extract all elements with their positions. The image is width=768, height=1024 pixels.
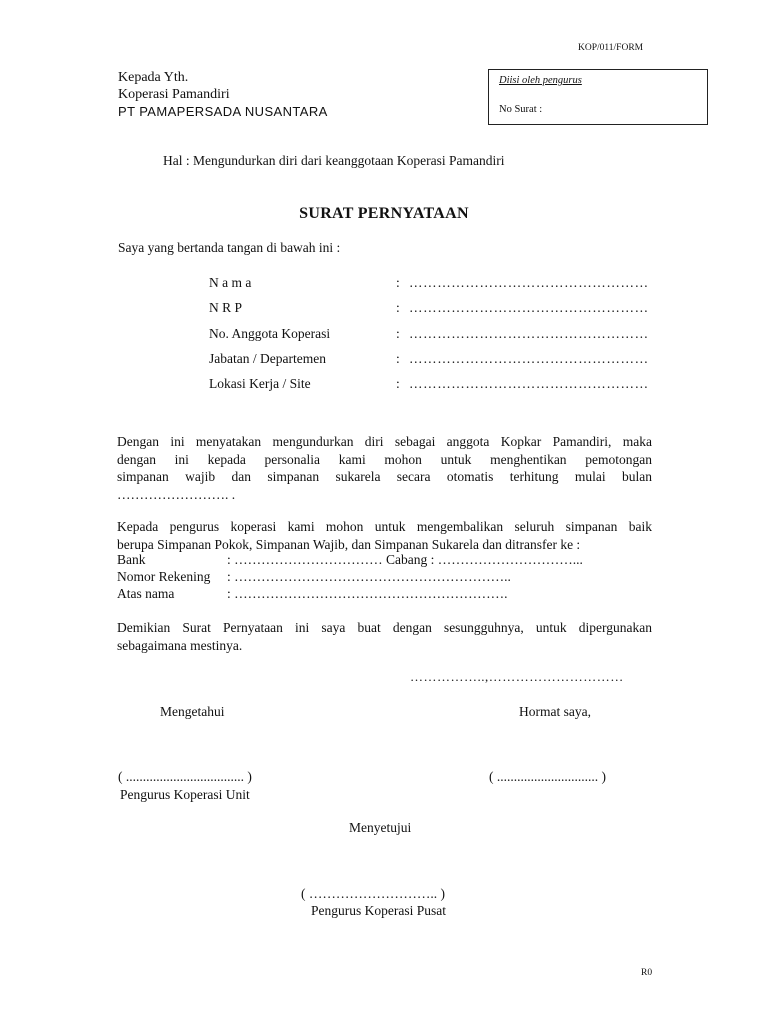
account-name-label: Atas nama — [117, 586, 175, 601]
account-number-label: Nomor Rekening — [117, 569, 211, 584]
field-blank[interactable]: …………………………………………… — [409, 275, 649, 290]
form-code: KOP/011/FORM — [578, 43, 644, 53]
subject-line: Hal : Mengundurkan diri dari keanggotaan Koperasi Pamandiri — [163, 153, 505, 168]
field-blank[interactable]: …………………………………………… — [409, 351, 649, 366]
field-label: N R P — [209, 300, 243, 315]
paragraph-line: Dengan ini menyatakan mengundurkan diri sebagai anggota Kopkar Pamandiri, maka — [117, 434, 652, 449]
central-signature-blank[interactable]: ( ……………………….. ) — [301, 886, 445, 901]
refund-paragraph — [117, 518, 652, 553]
member-signature-blank[interactable]: ( .............................. ) — [489, 769, 606, 784]
field-colon: : — [396, 376, 400, 391]
unit-admin-label: Pengurus Koperasi Unit — [120, 787, 250, 802]
document-title: SURAT PERNYATAAN — [299, 205, 469, 222]
field-blank[interactable]: …………………………………………… — [409, 300, 649, 315]
addressee-line-3: PT PAMAPERSADA NUSANTARA — [118, 104, 328, 119]
account-number-blank[interactable]: : …………………………………………………….. — [227, 569, 511, 584]
letter-number-label: No Surat : — [499, 104, 543, 115]
acknowledged-label: Mengetahui — [160, 704, 225, 719]
paragraph-line: sebagaimana mestinya. — [117, 637, 243, 653]
addressee-line-1: Kepada Yth. — [118, 70, 189, 85]
field-colon: : — [396, 300, 400, 315]
field-label: No. Anggota Koperasi — [209, 326, 331, 341]
intro-text: Saya yang bertanda tangan di bawah ini : — [118, 240, 341, 255]
bank-blank[interactable]: : …………………………… Cabang : …………………………... — [227, 552, 583, 567]
approved-label: Menyetujui — [349, 820, 412, 835]
closing-paragraph — [117, 619, 652, 654]
account-name-blank[interactable]: : ……………………………………………………. — [227, 586, 508, 601]
admin-use-box — [488, 69, 708, 125]
unit-signature-blank[interactable]: ( ................................... ) — [118, 769, 252, 784]
bank-label: Bank — [117, 552, 146, 567]
field-label: Lokasi Kerja / Site — [209, 376, 311, 391]
field-colon: : — [396, 275, 400, 290]
paragraph-line: Demikian Surat Pernyataan ini saya buat dengan sesungguhnya, untuk dipergunakan — [117, 620, 652, 635]
paragraph-line: berupa Simpanan Pokok, Simpanan Wajib, dan Simpanan Sukarela dan ditransfer ke : — [117, 536, 581, 552]
month-blank[interactable]: ……………………. . — [117, 486, 236, 502]
field-blank[interactable]: …………………………………………… — [409, 326, 649, 341]
admin-box-title: Diisi oleh pengurus — [499, 75, 582, 86]
field-colon: : — [396, 351, 400, 366]
paragraph-line: dengan ini kepada personalia kami mohon untuk menghentikan pemotongan — [117, 451, 652, 467]
field-colon: : — [396, 326, 400, 341]
field-label: Jabatan / Departemen — [209, 351, 326, 366]
field-blank[interactable]: …………………………………………… — [409, 376, 649, 391]
addressee-block — [118, 69, 328, 120]
paragraph-line: simpanan wajib dan simpanan sukarela secara otomatis terhitung mulai bulan — [117, 469, 652, 484]
addressee-line-2: Koperasi Pamandiri — [118, 87, 230, 102]
paragraph-line: Kepada pengurus koperasi kami mohon untuk mengembalikan seluruh simpanan baik — [117, 519, 652, 534]
place-date-blank[interactable]: ……………..,………………………… — [410, 669, 624, 684]
central-admin-label: Pengurus Koperasi Pusat — [311, 903, 446, 918]
resignation-paragraph — [117, 433, 652, 503]
revision-code: R0 — [641, 968, 653, 978]
regards-label: Hormat saya, — [519, 704, 591, 719]
field-label: N a m a — [209, 275, 252, 290]
